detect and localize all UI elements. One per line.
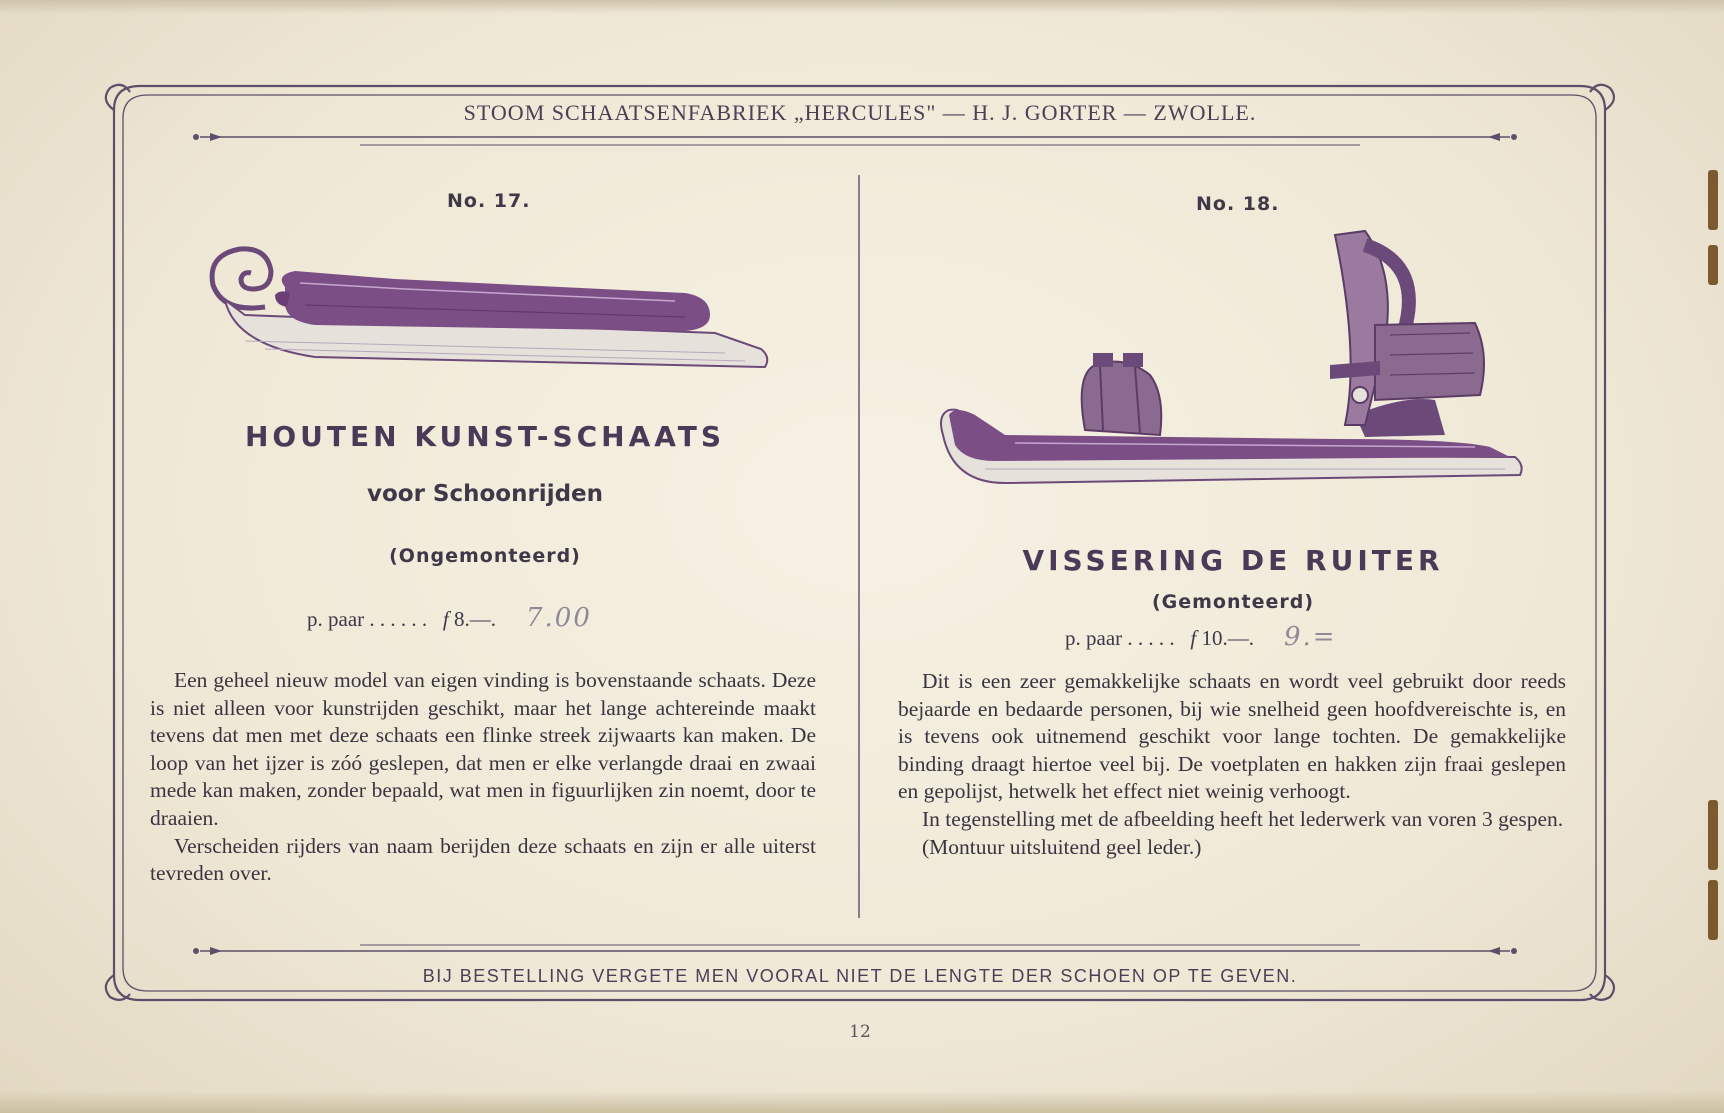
handwritten-price: 7.00 <box>525 603 592 633</box>
currency-symbol: f <box>1190 626 1197 650</box>
left-price-line <box>307 603 592 633</box>
mounted-skate-illustration <box>935 225 1535 520</box>
handwritten-price: 9.= <box>1283 622 1337 652</box>
paragraph: (Montuur uitsluitend geel leder.) <box>922 834 1202 859</box>
paragraph: Dit is een zeer gemakkelijke schaats en wordt veel gebruikt door reeds bejaarde en bedaarde personen, bij wie snelheid geen hoofdvereischte is, en is tevens ook uitnemend geschikt voor lange tochten. De gemakkelijke binding draagt hiertoe veel bij. De voetplaten en hakken zijn fraai geslepen en gepolijst, hetwelk het effect niet weinig verhoogt. <box>898 669 1566 804</box>
item-number-18: No. 18. <box>1196 193 1280 215</box>
left-item-condition: (Ongemonteerd) <box>389 545 581 567</box>
price-label: p. paar . . . . . <box>1065 626 1175 650</box>
right-price-line <box>1065 622 1337 652</box>
page-header: STOOM SCHAATSENFABRIEK „HERCULES" — H. J. GORTER — ZWOLLE. <box>463 100 1257 125</box>
right-item-condition: (Gemonteerd) <box>1151 591 1315 613</box>
item-number-17: No. 17. <box>447 190 531 212</box>
page-number: 12 <box>849 1022 871 1042</box>
paragraph: Verscheiden rijders van naam berijden deze schaats en zijn er alle uiterst tevreden over. <box>150 833 816 886</box>
price-value: 10.—. <box>1196 626 1254 650</box>
right-item-title: VISSERING DE RUITER <box>1022 544 1444 577</box>
price-label: p. paar . . . . . . <box>307 607 428 631</box>
figure-skate-illustration <box>205 245 775 380</box>
left-description <box>150 667 816 888</box>
paragraph: In tegenstelling met de afbeelding heeft het lederwerk van voren 3 gespen. <box>922 806 1564 831</box>
left-item-title: HOUTEN KUNST-SCHAATS <box>244 420 726 453</box>
paragraph: Een geheel nieuw model van eigen vinding is bovenstaande schaats. Deze is niet alleen voor kunstrijden geschikt, maar het lange achtereinde maakt tevens dat men met deze schaats een flinke streek zijwaarts kan maken. De loop van het ijzer is zóó geslepen, dat men er elke verlangde draai en zwaai mede kan maken, zonder bepaald, wat men in figuurlijken zin noemt, door te draaien. <box>150 668 816 830</box>
price-value: 8.—. <box>448 607 496 631</box>
page-footer: BIJ BESTELLING VERGETE MEN VOORAL NIET DE LENGTE DER SCHOEN OP TE GEVEN. <box>422 966 1298 986</box>
left-item-subtitle: voor Schoonrijden <box>366 481 604 507</box>
currency-symbol: f <box>442 607 449 631</box>
right-description <box>898 668 1566 861</box>
